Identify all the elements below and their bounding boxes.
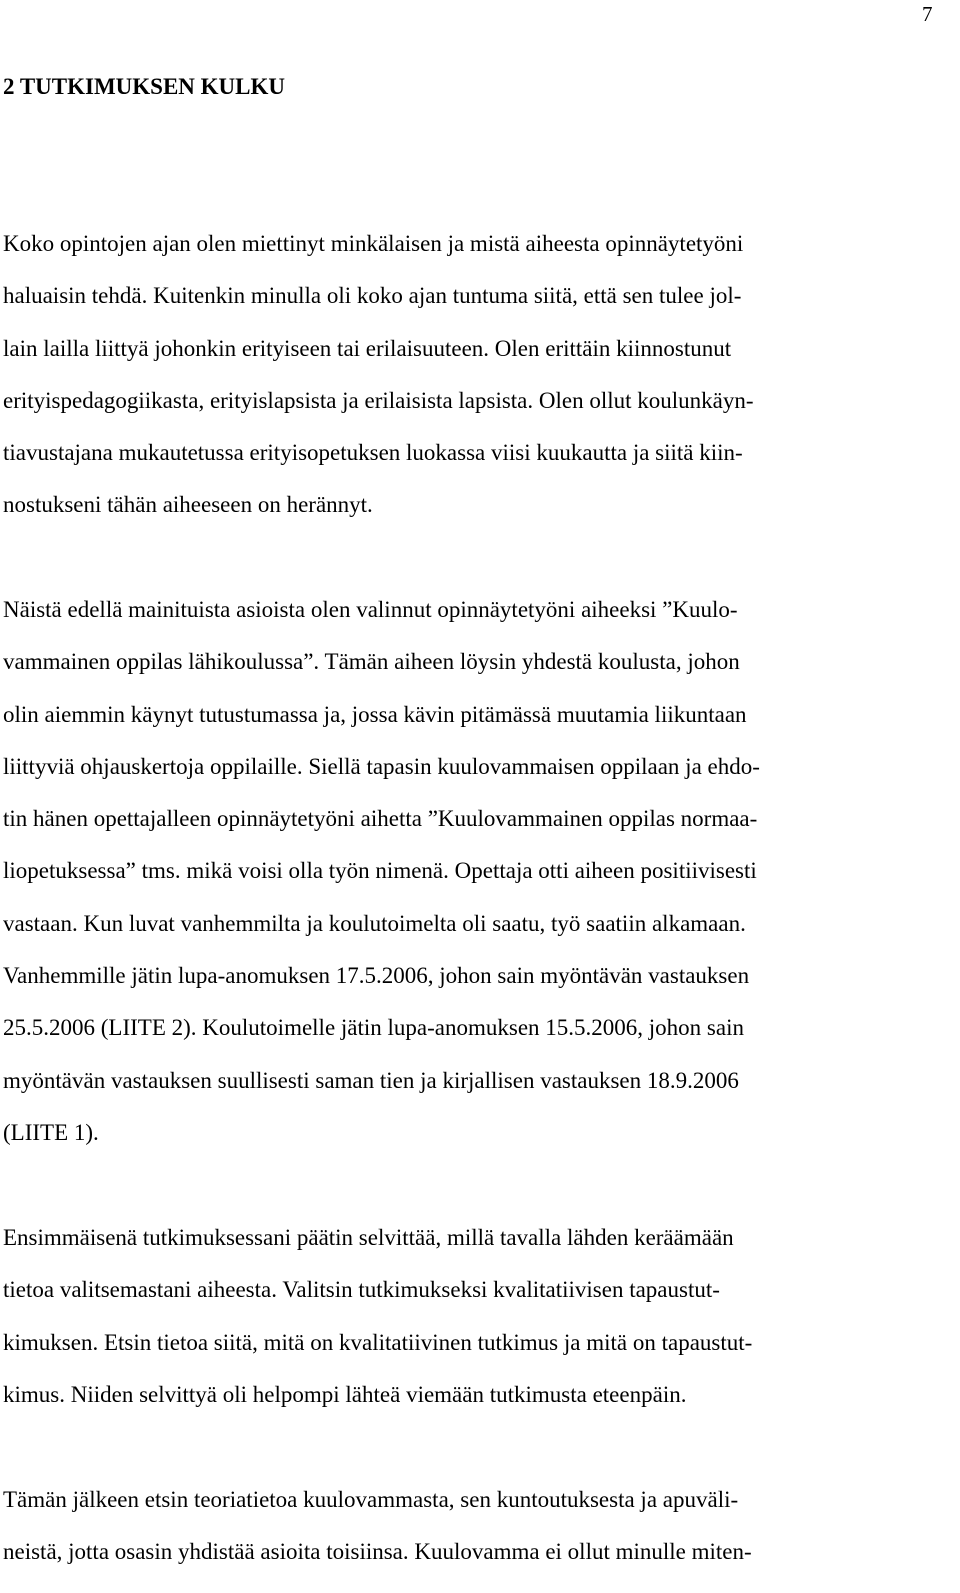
text-line: Näistä edellä mainituista asioista olen valinnut opinnäytetyöni aiheeksi ”Kuulo- [3,597,738,622]
text-line: kimus. Niiden selvittyä oli helpompi lähteä viemään tutkimusta eteenpäin. [3,1381,687,1407]
text-line: tietoa valitsemastani aiheesta. Valitsin tutkimukseksi kvalitatiivisen tapaustut- [3,1277,720,1303]
section-heading: 2 TUTKIMUKSEN KULKU [3,74,286,99]
text-line: lain lailla liittyä johonkin erityiseen tai erilaisuuteen. Olen erittäin kiinnostunut [3,335,732,361]
text-line: vammainen oppilas lähikoulussa”. Tämän aiheen löysin yhdestä koulusta, johon [3,649,740,675]
paragraph-2 [3,584,760,1159]
text-line: Koko opintojen ajan olen miettinyt minkälaisen ja mistä aiheesta opinnäytetyöni [3,231,744,256]
text-line: haluaisin tehdä. Kuitenkin minulla oli koko ajan tuntuma siitä, että sen tulee jol- [3,283,742,309]
text-line: neistä, jotta osasin yhdistää asioita toisiinsa. Kuulovamma ei ollut minulle miten- [3,1539,752,1565]
text-line: myöntävän vastauksen suullisesti saman tien ja kirjallisen vastauksen 18.9.2006 [3,1067,739,1093]
text-line: tiavustajana mukautetussa erityisopetuksen luokassa viisi kuukautta ja siitä kiin- [3,440,743,466]
page-number: 7 [922,2,933,26]
text-line: Tämän jälkeen etsin teoriatietoa kuulovammasta, sen kuntoutuksesta ja apuväli- [3,1487,739,1512]
text-line: Vanhemmille jätin lupa-anomuksen 17.5.2006, johon sain myöntävän vastauksen [3,963,750,989]
text-line: Ensimmäisenä tutkimuksessani päätin selvittää, millä tavalla lähden keräämään [3,1225,734,1250]
text-line: 25.5.2006 (LIITE 2). Koulutoimelle jätin lupa-anomuksen 15.5.2006, johon sain [3,1015,744,1041]
paragraph-1 [3,218,754,532]
text-line: kimuksen. Etsin tietoa siitä, mitä on kvalitatiivinen tutkimus ja mitä on tapaustut- [3,1329,753,1355]
text-line: (LIITE 1). [3,1119,99,1145]
paragraph-3 [3,1212,752,1421]
paragraph-4 [3,1474,752,1579]
text-line: olin aiemmin käynyt tutustumassa ja, jossa kävin pitämässä muutamia liikuntaan [3,701,747,727]
text-line: nostukseni tähän aiheeseen on herännyt. [3,492,373,518]
text-line: liittyviä ohjauskertoja oppilaille. Siellä tapasin kuulovammaisen oppilaan ja ehdo- [3,753,760,779]
text-line: liopetuksessa” tms. mikä voisi olla työn nimenä. Opettaja otti aiheen positiivisesti [3,858,757,884]
text-line: vastaan. Kun luvat vanhemmilta ja koulutoimelta oli saatu, työ saatiin alkamaan. [3,910,746,936]
text-line: erityispedagogiikasta, erityislapsista ja erilaisista lapsista. Olen ollut koulunkäyn- [3,387,754,413]
text-line: tin hänen opettajalleen opinnäytetyöni aihetta ”Kuulovammainen oppilas normaa- [3,806,758,832]
